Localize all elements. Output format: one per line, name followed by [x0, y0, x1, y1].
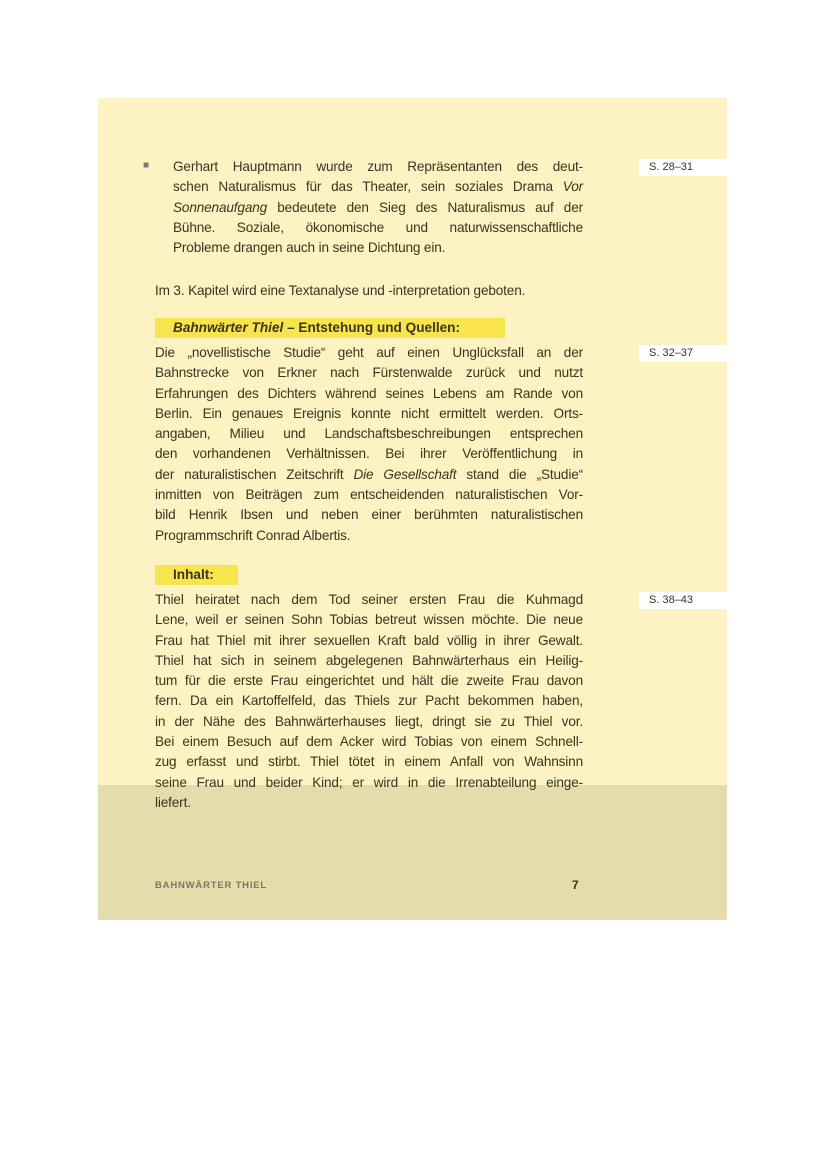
text-line	[173, 157, 583, 177]
text-segment: seine Frau und beider Kind; er wird in die Irrenabteilung einge-	[155, 774, 583, 790]
text-line	[155, 793, 583, 813]
text-line	[155, 281, 583, 301]
text-segment: schen Naturalismus für das Theater, sein soziales Drama	[173, 179, 563, 195]
text-line	[155, 363, 583, 383]
heading-title-rest: – Entstehung und Quellen:	[283, 320, 461, 335]
text-segment: Die „novellistische Studie“ geht auf einen Unglücksfall an der	[155, 345, 583, 360]
text-segment: den vorhandenen Verhältnissen. Bei ihrer Veröffentlichung in	[155, 446, 583, 462]
margin-page-ref: S. 28–31	[639, 159, 727, 176]
footer-title: BAHNWÄRTER THIEL	[155, 880, 268, 891]
bullet-paragraph	[173, 157, 583, 258]
text-line	[155, 712, 583, 732]
text-segment: tum für die erste Frau eingerichtet und hält die zweite Frau davon	[155, 673, 583, 689]
text-segment: Lene, weil er seinen Sohn Tobias betreut wissen möchte. Die neue	[155, 612, 583, 628]
text-segment: fern. Da ein Kartoffelfeld, das Thiels zur Pacht bekommen haben,	[155, 693, 583, 709]
margin-page-ref: S. 38–43	[639, 592, 727, 609]
text-segment: der naturalistischen Zeitschrift	[155, 466, 354, 482]
heading-inhalt: Inhalt:	[155, 565, 238, 585]
entstehung-paragraph	[155, 343, 583, 546]
text-segment: Gerhart Hauptmann wurde zum Repräsentanten des deut-	[173, 159, 583, 174]
text-segment: Frau hat Thiel mit ihrer sexuellen Kraft bald völlig in ihrer Gewalt.	[155, 632, 583, 648]
text-line	[155, 384, 583, 404]
text-line	[155, 404, 583, 424]
text-segment: Bahnstrecke von Erkner nach Fürstenwalde zurück und nutzt	[155, 365, 583, 381]
text-segment: Erfahrungen des Dichters während seines Lebens am Rande von	[155, 385, 583, 401]
text-line	[155, 505, 583, 525]
text-line	[173, 177, 583, 197]
text-line	[155, 424, 583, 444]
text-line	[155, 651, 583, 671]
italic-text: Vor	[562, 179, 583, 195]
text-line	[155, 590, 583, 610]
text-segment: Bei einem Besuch auf dem Acker wird Tobias von einem Schnell-	[155, 734, 583, 750]
italic-text: Sonnenaufgang	[173, 199, 268, 215]
text-line	[155, 631, 583, 651]
text-line	[155, 485, 583, 505]
page-number: 7	[572, 878, 579, 892]
margin-page-ref: S. 32–37	[639, 345, 727, 362]
text-segment: liefert.	[155, 794, 191, 810]
book-page	[98, 98, 727, 920]
text-segment: Programmschrift Conrad Albertis.	[155, 527, 351, 543]
text-line	[173, 218, 583, 238]
text-line	[155, 671, 583, 691]
italic-text: Die Gesellschaft	[353, 466, 457, 482]
text-segment: Probleme drangen auch in seine Dichtung ein.	[173, 240, 446, 256]
bullet-icon: ■	[143, 160, 150, 171]
text-line	[155, 732, 583, 752]
intro-paragraph	[155, 281, 583, 301]
text-line	[155, 343, 583, 363]
text-segment: in der Nähe des Bahnwärterhauses liegt, dringt sie zu Thiel vor.	[155, 713, 583, 729]
text-line	[173, 198, 583, 218]
text-line	[155, 752, 583, 772]
heading-title-italic: Bahnwärter Thiel	[173, 320, 284, 335]
text-segment: Bühne. Soziale, ökonomische und naturwissenschaftliche	[173, 219, 583, 235]
text-line	[155, 691, 583, 711]
text-line	[155, 526, 583, 546]
text-segment: Im 3. Kapitel wird eine Textanalyse und -interpretation geboten.	[155, 283, 526, 298]
text-segment: inmitten von Beiträgen zum entscheidenden naturalistischen Vor-	[155, 487, 583, 503]
text-segment: Thiel hat sich in seinem abgelegenen Bahnwärterhaus ein Heilig-	[155, 652, 583, 668]
text-line	[155, 444, 583, 464]
text-line	[173, 238, 583, 258]
text-segment: zug erfasst und stirbt. Thiel tötet in einem Anfall von Wahnsinn	[155, 754, 583, 770]
text-segment: bild Henrik Ibsen und neben einer berühmten naturalistischen	[155, 507, 583, 523]
inhalt-paragraph	[155, 590, 583, 813]
text-segment: stand die „Studie“	[456, 466, 583, 482]
text-segment: Thiel heiratet nach dem Tod seiner ersten Frau die Kuhmagd	[155, 592, 583, 607]
text-line	[155, 465, 583, 485]
text-segment: angaben, Milieu und Landschaftsbeschreibungen entsprechen	[155, 426, 583, 442]
text-line	[155, 610, 583, 630]
heading-entstehung	[155, 318, 505, 338]
text-line	[155, 773, 583, 793]
text-segment: bedeutete den Sieg des Naturalismus auf der	[267, 199, 583, 215]
text-segment: Berlin. Ein genaues Ereignis konnte nicht ermittelt werden. Orts-	[155, 405, 583, 421]
